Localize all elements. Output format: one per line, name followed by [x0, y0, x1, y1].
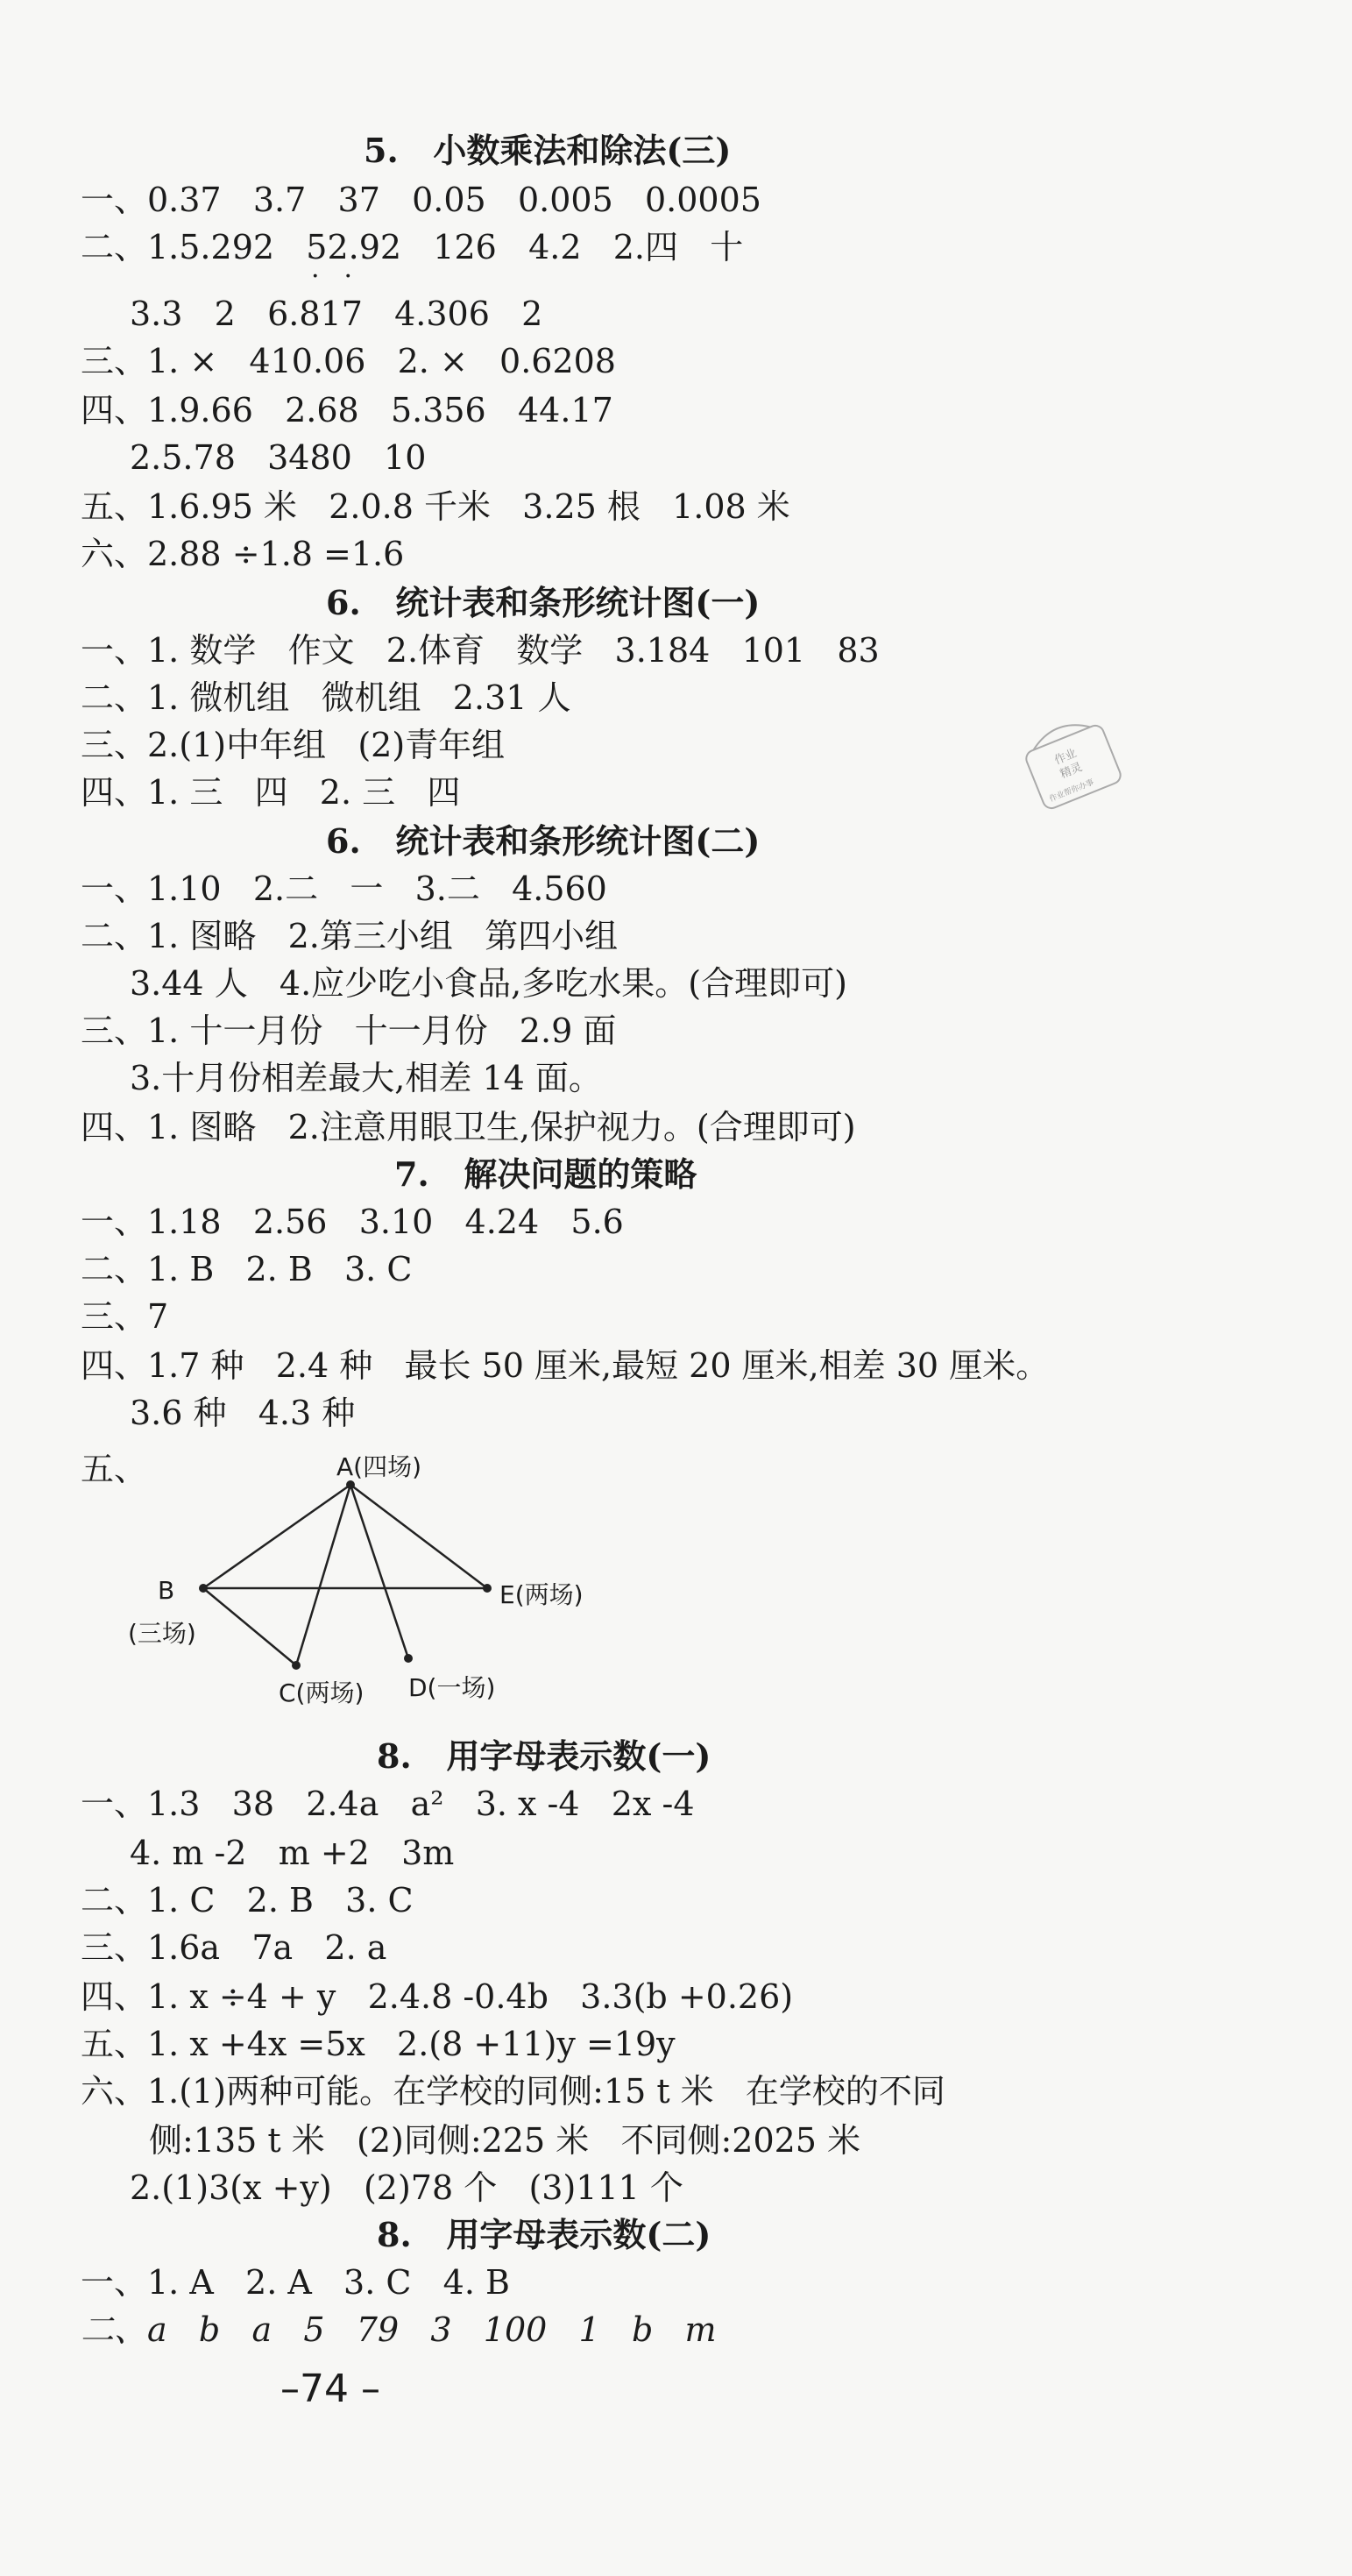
answer-line: 一、0.37 3.7 37 0.05 0.005 0.0005	[81, 181, 761, 219]
section-heading: 8. 用字母表示数(一)	[377, 1736, 711, 1776]
svg-text:作业帮你办事: 作业帮你办事	[1048, 777, 1096, 805]
answer-line: 三、7	[81, 1297, 169, 1336]
answer-line: 一、1. A 2. A 3. C 4. B	[81, 2263, 510, 2302]
answer-line: 3.3 2 6.817 4.306 2	[130, 295, 543, 333]
svg-text:作业: 作业	[1052, 747, 1079, 768]
node-label-c: C(两场)	[279, 1678, 365, 1707]
node-label-d: D(一场)	[408, 1673, 496, 1702]
answer-line: 五、1. x +4x =5x 2.(8 +11)y =19y	[81, 2025, 676, 2063]
answer-line: 二、1.5.292 52.92 126 4.2 2.四 十	[81, 228, 744, 266]
answer-line: 一、1.18 2.56 3.10 4.24 5.6	[81, 1203, 624, 1241]
point-b	[199, 1584, 208, 1593]
section-heading: 8. 用字母表示数(二)	[377, 2215, 711, 2254]
page-number: –74 –	[280, 2367, 380, 2411]
svg-text:精灵: 精灵	[1058, 760, 1085, 782]
answer-line: 4. m -2 m +2 3m	[130, 1834, 455, 1872]
answer-line: 侧:135 t 米 (2)同侧:225 米 不同侧:2025 米	[149, 2121, 861, 2160]
answer-line: 2.(1)3(x +y) (2)78 个 (3)111 个	[130, 2168, 683, 2207]
node-label-b-count: (三场)	[128, 1619, 196, 1648]
answer-line: 3.6 种 4.3 种	[130, 1394, 356, 1432]
answer-line: 六、1.(1)两种可能。在学校的同侧:15 t 米 在学校的不同	[81, 2072, 945, 2111]
answer-line: 一、1.3 38 2.4a a² 3. x -4 2x -4	[81, 1785, 695, 1823]
answer-line: 六、2.88 ÷1.8 =1.6	[81, 535, 405, 573]
point-d	[404, 1654, 413, 1663]
answer-line: 四、1.7 种 2.4 种 最长 50 厘米,最短 20 厘米,相差 30 厘米。	[81, 1346, 1050, 1385]
answer-line: 2.5.78 3480 10	[130, 438, 427, 477]
answer-line: 三、2.(1)中年组 (2)青年组	[81, 726, 506, 764]
repeating-decimal-dots: ··	[311, 261, 378, 292]
section-heading: 6. 统计表和条形统计图(一)	[326, 583, 761, 622]
answer-line: 3.十月份相差最大,相差 14 面。	[130, 1059, 602, 1097]
answer-line: 3.44 人 4.应少吃小食品,多吃水果。(合理即可)	[130, 964, 847, 1003]
answer-line: 二、1. B 2. B 3. C	[81, 1250, 413, 1288]
answer-line: 三、1. × 410.06 2. × 0.6208	[81, 342, 616, 380]
point-c	[292, 1661, 301, 1670]
answer-line: 五、	[81, 1450, 148, 1488]
answer-line: 二、1. 图略 2.第三小组 第四小组	[81, 917, 619, 955]
answer-line: 四、1. 图略 2.注意用眼卫生,保护视力。(合理即可)	[81, 1108, 856, 1146]
answer-line: 一、1. 数学 作文 2.体育 数学 3.184 101 83	[81, 631, 880, 670]
answer-line: 三、1.6a 7a 2. a	[81, 1928, 387, 1967]
answer-line: 四、1. x ÷4 + y 2.4.8 -0.4b 3.3(b +0.26)	[81, 1977, 794, 2016]
answer-line: 五、1.6.95 米 2.0.8 千米 3.25 根 1.08 米	[81, 487, 790, 526]
answer-line: 二、1. 微机组 微机组 2.31 人	[81, 678, 571, 717]
answer-line: 三、1. 十一月份 十一月份 2.9 面	[81, 1011, 617, 1050]
node-label-e: E(两场)	[499, 1580, 584, 1609]
node-label-a: A(四场)	[336, 1452, 422, 1481]
section-heading: 6. 统计表和条形统计图(二)	[326, 821, 761, 861]
answer-line: 二、1. C 2. B 3. C	[81, 1881, 414, 1920]
section-heading: 7. 解决问题的策略	[394, 1154, 697, 1194]
answer-line: 四、1.9.66 2.68 5.356 44.17	[81, 391, 613, 429]
point-e	[483, 1584, 492, 1593]
answer-line: 一、1.10 2.二 一 3.二 4.560	[81, 869, 607, 908]
node-label-b: B	[158, 1576, 175, 1605]
answer-line: 四、1. 三 四 2. 三 四	[81, 773, 461, 812]
answer-line: 二、a b a 5 79 3 100 1 b m	[81, 2310, 717, 2349]
section-heading: 5. 小数乘法和除法(三)	[364, 131, 732, 170]
